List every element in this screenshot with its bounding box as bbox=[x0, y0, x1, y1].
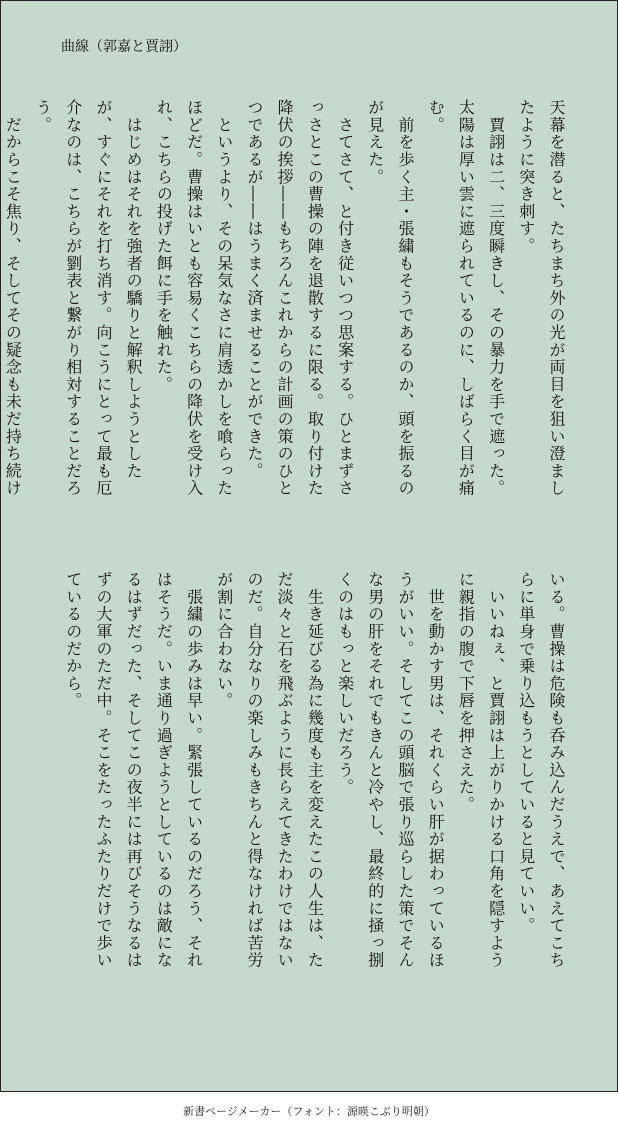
paragraph: 賈詡は二、三度瞬きし、その暴力を手で遮った。太陽は厚い雲に遮られているのに、しばらく目が痛む。 bbox=[426, 99, 506, 497]
paragraph: 世を動かす男は、それくらい肝が据わっているほうがいい。そしてこの頭脳で張り巡らした策でそんな男の肝をそれでもきんと冷やし、最終的に掻っ捌くのはもっと楽しいだろう。 bbox=[335, 571, 446, 969]
upper-text-block bbox=[3, 99, 571, 509]
paragraph: さてさて、と付き従いつつ思案する。ひとまずさっさとこの曹操の陣を退散するに限る。取り付けた降伏の挨拶――もちろんこれからの計画の策のひとつであるが――はうまく済ませることができた。 bbox=[244, 99, 355, 497]
page-title: 曲線（郭嘉と賈詡） bbox=[61, 39, 187, 55]
paragraph: はじめはそれを強者の驕りと解釈しようとしたが、すぐにそれを打ち消す。向こうにとって最も厄介なのは、こちらが劉表と繋がり相対することだろう。 bbox=[33, 99, 144, 497]
paragraph: 生き延びる為に幾度も主を変えたこの人生は、ただ淡々と石を飛ぶように長らえてきたわけではないのだ。自分なりの楽しみもきちんと得なければ苦労が割に合わない。 bbox=[214, 571, 325, 969]
paragraph: いる。曹操は危険も呑み込んだうえで、あえてこちらに単身で乗り込もうとしていると見ていい。 bbox=[516, 571, 566, 969]
paragraph: というより、その呆気なさに肩透かしを喰らったほどだ。曹操はいとも容易くこちらの降伏を受け入れ、こちらの投げた餌に手を触れた。 bbox=[154, 99, 234, 497]
footer-caption: 新書ページメーカー（フォント：源暎こぶり明朝） bbox=[183, 1105, 435, 1118]
lower-text-block bbox=[51, 571, 571, 981]
paragraph: 天幕を潜ると、たちまち外の光が両目を狙い澄ましたように突き刺す。 bbox=[516, 99, 566, 497]
paragraph: いいねぇ、と賈詡は上がりかける口角を隠すように親指の腹で下唇を押さえた。 bbox=[456, 571, 506, 969]
paragraph: 張繍の歩みは早い。緊張しているのだろう、それはそうだ。いま通り過ぎようとしているのは敵になるはずだった、そしてこの夜半には再びそうなるはずの大軍のただ中。そこをたったふたりだけで歩いているのだから。 bbox=[63, 571, 204, 969]
paragraph: 前を歩く主・張繍もそうであるのか、頭を振るのが見えた。 bbox=[365, 99, 415, 497]
paragraph: だからこそ焦り、そしてその疑念も未だ持ち続け bbox=[3, 116, 23, 497]
